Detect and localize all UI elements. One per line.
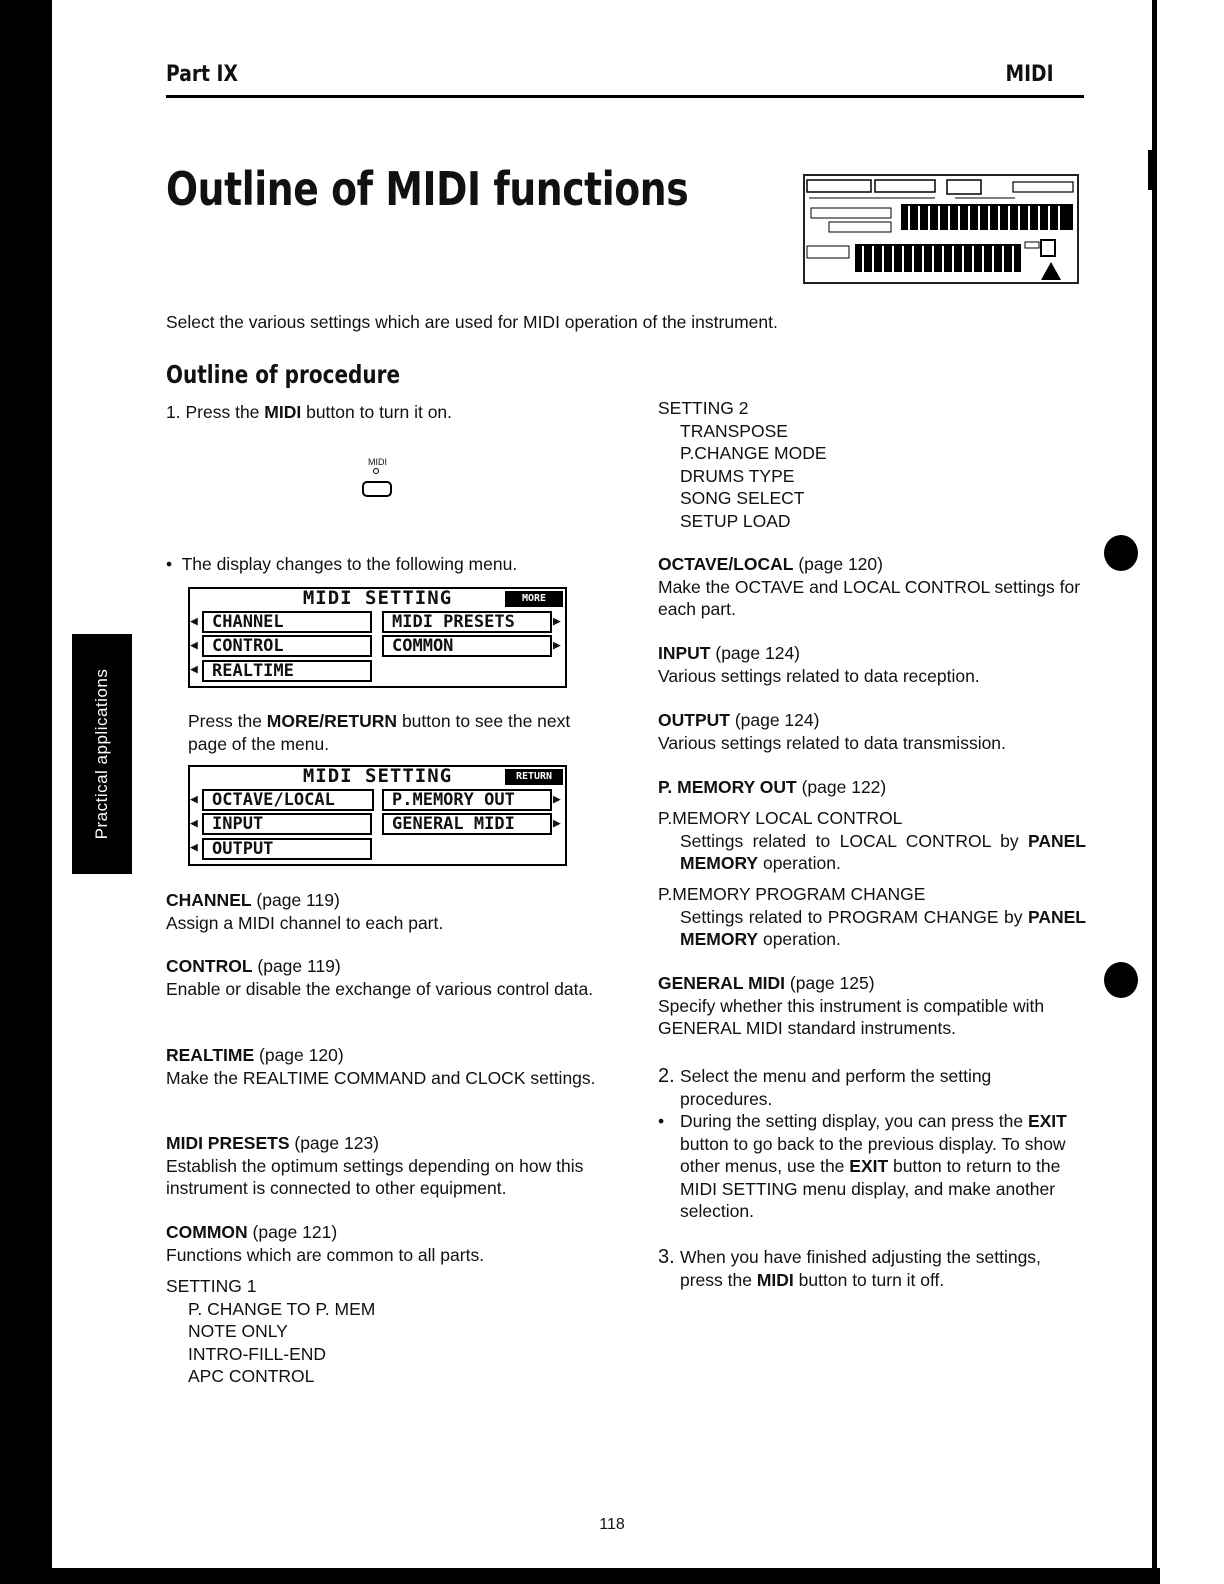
lcd-item-control: CONTROL: [202, 635, 372, 657]
setting-item: DRUMS TYPE: [680, 465, 795, 486]
lcd-item-output: OUTPUT: [202, 838, 372, 860]
keyboard-illustration: [803, 174, 1079, 284]
setting-item: TRANSPOSE: [680, 420, 788, 441]
section-desc: Make the OCTAVE and LOCAL CONTROL settings for each part.: [658, 576, 1081, 619]
binder-hole-mark: [1104, 535, 1138, 571]
step-number: 2.: [658, 1065, 675, 1087]
button-name: MIDI: [756, 1269, 794, 1290]
page-ref: (page 119): [252, 956, 341, 976]
section-desc: Various settings related to data transmission.: [658, 732, 1006, 753]
text: When you have finished adjusting the settings, press the: [680, 1247, 1041, 1290]
step-2: [658, 1065, 1086, 1223]
arrow-right-icon: ▶: [553, 614, 561, 629]
lcd-item-realtime: REALTIME: [202, 660, 372, 682]
page-ref: (page 119): [251, 890, 340, 910]
section-desc: Establish the optimum settings depending on how this instrument is connected to other equipment.: [166, 1155, 584, 1198]
section-head: OUTPUT: [658, 710, 730, 730]
binder-hole-mark: [1104, 962, 1138, 998]
arrow-right-icon: ▶: [553, 792, 561, 807]
section-desc: Various settings related to data reception.: [658, 665, 980, 686]
setting-label: SETTING 1: [166, 1276, 257, 1296]
scan-border-bottom: [52, 1568, 1160, 1584]
section-head: P. MEMORY OUT: [658, 777, 797, 797]
lcd-title: MIDI SETTING: [302, 587, 453, 609]
section-input: [658, 642, 1086, 687]
lcd-badge: MORE: [505, 591, 563, 607]
setting-item: SETUP LOAD: [680, 510, 791, 531]
text: Settings related to LOCAL CONTROL by: [680, 830, 1028, 851]
keyboard-icon: [805, 176, 1077, 282]
text: button to turn it off.: [793, 1269, 945, 1290]
section-control: [166, 955, 596, 1000]
text: operation.: [758, 853, 841, 873]
button-name: MORE/RETURN: [266, 711, 398, 731]
button-name: EXIT: [1027, 1111, 1067, 1131]
text: button to return to the MIDI SETTING menu display, and make another selection.: [680, 1156, 1061, 1221]
text: button to go back to the previous display. To show other menus, use the: [680, 1133, 1066, 1176]
arrow-right-icon: ▶: [553, 816, 561, 831]
scan-border-notch: [1148, 150, 1157, 190]
side-tab-label: Practical applications: [92, 668, 111, 840]
section-head: REALTIME: [166, 1045, 255, 1065]
arrow-left-icon: ◀: [190, 638, 198, 653]
setting-2-list: [658, 397, 1086, 532]
section-octave-local: [658, 553, 1086, 621]
bullet-1: [166, 553, 596, 576]
section-desc: Make the REALTIME COMMAND and CLOCK settings.: [166, 1067, 596, 1088]
section-common: [166, 1221, 596, 1266]
page-ref: (page 124): [710, 643, 801, 663]
page-ref: (page 125): [785, 973, 875, 993]
section-desc: Enable or disable the exchange of various control data.: [166, 978, 594, 999]
lcd-item-p-memory-out: P.MEMORY OUT: [382, 789, 552, 811]
section-head: CHANNEL: [166, 890, 252, 910]
step-text: Press the: [185, 402, 265, 422]
setting-label: SETTING 2: [658, 398, 749, 418]
text: Settings related to PROGRAM CHANGE by: [680, 906, 1028, 927]
header-part: Part IX: [166, 62, 238, 87]
arrow-left-icon: ◀: [190, 614, 198, 629]
step-1: [166, 401, 596, 424]
setting-label: P.MEMORY PROGRAM CHANGE: [658, 884, 926, 904]
text: Press the: [188, 711, 267, 731]
page-ref: (page 120): [254, 1045, 344, 1065]
section-head: COMMON: [166, 1222, 248, 1242]
button-name: EXIT: [849, 1156, 889, 1176]
side-tab: [72, 634, 132, 874]
text: operation.: [758, 929, 841, 949]
bullet-icon: •: [166, 554, 173, 574]
section-heading: Outline of procedure: [166, 360, 401, 389]
header-rule: [166, 95, 1084, 98]
scan-border-right: [1152, 0, 1157, 1584]
step-number: 3.: [658, 1246, 675, 1268]
lcd-item-common: COMMON: [382, 635, 552, 657]
section-head: OCTAVE/LOCAL: [658, 554, 794, 574]
setting-item: APC CONTROL: [188, 1366, 315, 1386]
more-return-text: [188, 710, 598, 755]
section-midi-presets: [166, 1132, 596, 1200]
lcd-item-general-midi: GENERAL MIDI: [382, 813, 552, 835]
lcd-item-input: INPUT: [202, 813, 372, 835]
setting-item: NOTE ONLY: [188, 1321, 288, 1341]
section-output: [658, 709, 1086, 754]
emphasis: PANEL MEMORY: [680, 906, 1086, 949]
setting-1-list: [166, 1275, 596, 1388]
arrow-left-icon: ◀: [190, 792, 198, 807]
page-ref: (page 124): [729, 710, 820, 730]
midi-button-icon: [362, 481, 392, 497]
section-p-memory-out: [658, 776, 1086, 799]
arrow-left-icon: ◀: [190, 840, 198, 855]
lcd-item-midi-presets: MIDI PRESETS: [382, 611, 552, 633]
setting-item: P. CHANGE TO P. MEM: [188, 1298, 376, 1319]
setting-item: P.CHANGE MODE: [680, 443, 827, 463]
page-number: 118: [599, 1516, 625, 1533]
lcd-badge: RETURN: [505, 769, 563, 785]
intro-text: Select the various settings which are used for MIDI operation of the instrument.: [166, 312, 778, 332]
section-general-midi: [658, 972, 1086, 1040]
arrow-left-icon: ◀: [190, 816, 198, 831]
lcd-menu-page-1: [188, 587, 567, 688]
bullet-icon: •: [658, 1111, 665, 1131]
p-memory-program-change: [658, 883, 1086, 951]
page-ref: (page 121): [247, 1222, 338, 1242]
arrow-left-icon: ◀: [190, 662, 198, 677]
section-channel: [166, 889, 596, 934]
step-text: Select the menu and perform the setting procedures.: [680, 1066, 992, 1109]
text: During the setting display, you can press the: [680, 1111, 1028, 1131]
setting-item: SONG SELECT: [680, 488, 805, 508]
section-desc: Functions which are common to all parts.: [166, 1244, 485, 1265]
page-ref: (page 122): [796, 777, 887, 797]
button-name: MIDI: [264, 402, 302, 422]
setting-item: INTRO-FILL-END: [188, 1343, 327, 1364]
arrow-right-icon: ▶: [553, 638, 561, 653]
section-head: CONTROL: [166, 956, 253, 976]
lcd-menu-page-2: [188, 765, 567, 866]
p-memory-local-control: [658, 807, 1086, 875]
section-realtime: [166, 1044, 596, 1089]
page-ref: (page 123): [289, 1133, 380, 1153]
bullet-text: The display changes to the following menu.: [181, 554, 518, 574]
section-head: GENERAL MIDI: [658, 973, 786, 993]
lcd-item-octave-local: OCTAVE/LOCAL: [202, 789, 374, 811]
section-head: MIDI PRESETS: [166, 1133, 290, 1153]
text: button to see the next page of the menu.: [188, 711, 571, 754]
page-margin-right: [1160, 0, 1224, 1584]
step-text: button to turn it on.: [301, 402, 453, 422]
scan-border-left: [0, 0, 52, 1584]
section-desc: Specify whether this instrument is compatible with GENERAL MIDI standard instruments.: [658, 995, 1045, 1038]
midi-led-icon: [373, 468, 379, 474]
setting-label: P.MEMORY LOCAL CONTROL: [658, 808, 903, 828]
step-number: 1.: [166, 402, 181, 422]
header-section: MIDI: [1005, 62, 1054, 87]
section-head: INPUT: [658, 643, 711, 663]
page-title: Outline of MIDI functions: [166, 162, 689, 216]
lcd-title: MIDI SETTING: [302, 765, 453, 787]
midi-button-label: MIDI: [368, 457, 387, 467]
step-3: [658, 1246, 1086, 1291]
page-ref: (page 120): [793, 554, 883, 574]
section-desc: Assign a MIDI channel to each part.: [166, 912, 444, 933]
lcd-item-channel: CHANNEL: [202, 611, 372, 633]
emphasis: PANEL MEMORY: [680, 830, 1086, 873]
